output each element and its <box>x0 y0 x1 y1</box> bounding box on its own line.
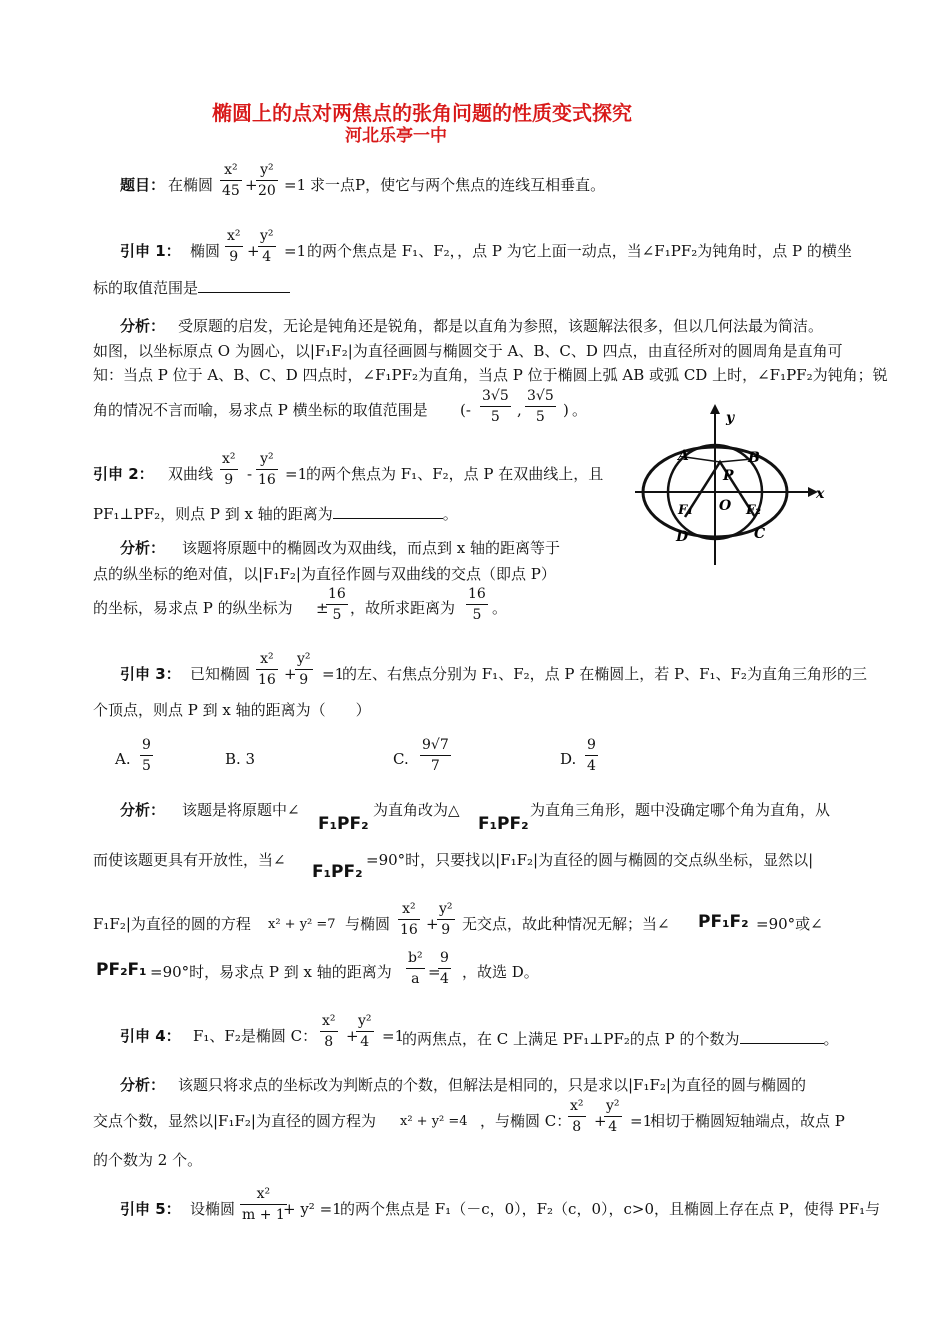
fraction: $\frac{9√7}{7}$ <box>422 737 449 774</box>
plus-minus: ± <box>316 599 329 617</box>
fraction: $\frac{3√5}{5}$ <box>527 388 554 425</box>
plus-sign: + <box>346 1027 359 1045</box>
author: 河北乐亭一中 <box>345 126 447 146</box>
ext4-post: 的两焦点，在 C 上满足 PF₁⊥PF₂的点 P 的个数为 。 <box>402 1030 839 1048</box>
fraction: $\frac{\text{b²}}{a}$ <box>408 950 423 987</box>
fraction: $\frac{9}{5}$ <box>142 737 151 774</box>
fraction: $\frac{\text{y²}}{16}$ <box>258 451 276 488</box>
ana2-line3b: ，故所求距离为 <box>350 599 456 617</box>
ext3-pre: 已知椭圆 <box>190 665 251 683</box>
triangle-f1pf2: F₁PF₂ <box>478 814 529 834</box>
ext1-post: 的两个焦点是 F₁、F₂，，点 P 为它上面一动点，当∠F₁PF₂为钝角时，点 P 的横坐 <box>307 242 852 260</box>
label-p: P <box>723 468 734 484</box>
label-f1: F₁ <box>678 503 693 518</box>
fraction: $\frac{3√5}{5}$ <box>482 388 509 425</box>
ext4-pre: F₁、F₂是椭圆 C： <box>193 1027 318 1045</box>
ext2-line2: PF₁⊥PF₂，则点 P 到 x 轴的距离为 。 <box>93 505 458 523</box>
ana4-label: 分析： <box>120 1076 166 1094</box>
ana3-l3b: 与椭圆 <box>345 915 391 933</box>
ana3-l4a: =90°时，易求点 P 到 x 轴的距离为 <box>150 963 392 981</box>
equals-one: =1 <box>630 1112 653 1130</box>
ext2-post: 的两个焦点为 F₁、F₂，点 P 在双曲线上，且 <box>306 465 604 483</box>
plus-sign: + <box>247 242 260 260</box>
ana2-label: 分析： <box>120 539 166 557</box>
option-c-label: C. <box>393 750 409 768</box>
fraction: $\frac{\text{x²}}{45}$ <box>222 162 240 199</box>
ana4-line3: 的个数为 2 个。 <box>93 1151 203 1169</box>
ana4-line2a: 交点个数，显然以|F₁F₂|为直径的圆方程为 <box>93 1112 376 1130</box>
fraction: $\frac{\text{x²}}{8}$ <box>322 1013 336 1050</box>
ana3-l2a: 而使该题更具有开放性，当∠ <box>93 851 286 869</box>
chord <box>685 457 752 462</box>
minus-sign: - <box>247 465 253 483</box>
ext4-label: 引申 4： <box>120 1027 181 1045</box>
ana3-l2b: =90°时，只要找以|F₁F₂|为直径的圆与椭圆的交点纵坐标，显然以| <box>366 851 814 869</box>
ext1-line2: 标的取值范围是 <box>93 278 290 296</box>
ana3-l3d: =90°或∠ <box>756 915 823 933</box>
fraction: $\frac{\text{x²}}{m + 1}$ <box>242 1186 285 1223</box>
range-open: (- <box>460 401 471 419</box>
ana3-l3a: F₁F₂|为直径的圆的方程 <box>93 915 251 933</box>
period: 。 <box>572 401 588 419</box>
problem-post: 求一点P，使它与两个焦点的连线互相垂直。 <box>310 176 606 194</box>
ana3-l1a: 该题是将原题中∠ <box>182 801 300 819</box>
option-d-label: D. <box>560 750 577 768</box>
label-o: O <box>719 498 732 514</box>
ana3-l4b: ，故选 D。 <box>462 963 539 981</box>
option-b: B. 3 <box>225 750 256 768</box>
range-close: ) <box>563 401 569 419</box>
equals-one: =1 <box>284 176 307 194</box>
ana1-label: 分析： <box>120 317 166 335</box>
equals-sign: = <box>428 963 441 981</box>
ana1-line4: 角的情况不言而喻，易求点 P 横坐标的取值范围是 <box>93 401 428 419</box>
page-title: 椭圆上的点对两焦点的张角问题的性质变式探究 <box>212 101 632 125</box>
label-a: A <box>678 448 689 464</box>
fraction: $\frac{\text{x²}}{9}$ <box>222 451 236 488</box>
ana3-l3c: 无交点，故此种情况无解；当∠ <box>462 915 670 933</box>
fraction: $\frac{16}{5}$ <box>468 586 486 623</box>
ana3-l1b: 为直角改为△ <box>373 801 460 819</box>
ana2-line1: 该题将原题中的椭圆改为双曲线，而点到 x 轴的距离等于 <box>182 539 560 557</box>
fraction: $\frac{\text{x²}}{16}$ <box>400 901 418 938</box>
circle-eq-4: x² + y² =4 <box>400 1114 468 1129</box>
ext5-post: 的两个焦点是 F₁（－c，0），F₂（c，0），c>0，且椭圆上存在点 P，使得 PF₁与 <box>340 1200 881 1218</box>
plus-sign: + <box>426 915 439 933</box>
label-b: B <box>748 450 760 466</box>
ana3-label: 分析： <box>120 801 166 819</box>
problem-label: 题目： <box>120 176 166 194</box>
circle-eq-7: x² + y² =7 <box>268 917 336 932</box>
angle-pf1f2: PF₁F₂ <box>698 912 749 932</box>
angle-f1pf2-2: F₁PF₂ <box>312 862 363 882</box>
label-f2: F₂ <box>746 503 761 518</box>
problem-pre: 在椭圆 <box>168 176 214 194</box>
equals-one: =1 <box>322 665 345 683</box>
ana4-line2c: 相切于椭圆短轴端点，故点 P <box>650 1112 845 1130</box>
fraction: $\frac{\text{y²}}{20}$ <box>258 162 276 199</box>
plus-sign: + <box>284 665 297 683</box>
plus-sign: + <box>245 176 258 194</box>
ext2-pre: 双曲线 <box>168 465 214 483</box>
ext1-label: 引申 1： <box>120 242 181 260</box>
label-c: C <box>754 526 766 542</box>
fraction: $\frac{9}{4}$ <box>440 950 449 987</box>
period: 。 <box>492 599 508 617</box>
ana1-line1: 受原题的启发，无论是钝角还是锐角，都是以直角为参照，该题解法很多，但以几何法最为简洁。 <box>178 317 824 335</box>
equals-one: =1 <box>285 465 308 483</box>
ana2-line2: 点的纵坐标的绝对值，以|F₁F₂|为直径作圆与双曲线的交点（即点 P） <box>93 565 556 583</box>
equals-one: =1 <box>382 1027 405 1045</box>
ellipse-circle-figure <box>630 400 830 570</box>
fraction: $\frac{\text{y²}}{4}$ <box>260 228 274 265</box>
fraction: $\frac{\text{y²}}{4}$ <box>358 1013 372 1050</box>
fraction: $\frac{\text{y²}}{9}$ <box>439 901 453 938</box>
comma: , <box>517 401 522 419</box>
ana4-line1: 该题只将求点的坐标改为判断点的个数，但解法是相同的，只是求以|F₁F₂|为直径的圆与椭圆的 <box>178 1076 806 1094</box>
ana2-line3a: 的坐标，易求点 P 的纵坐标为 <box>93 599 293 617</box>
fraction: $\frac{\text{x²}}{8}$ <box>570 1098 584 1135</box>
ext3-line2: 个顶点，则点 P 到 x 轴的距离为（ ） <box>93 701 371 719</box>
fraction: $\frac{\text{y²}}{4}$ <box>606 1098 620 1135</box>
label-d: D <box>676 529 689 545</box>
angle-pf2f1: PF₂F₁ <box>96 960 147 980</box>
ana3-l1c: 为直角三角形，题中没确定哪个角为直角，从 <box>530 801 831 819</box>
fraction: $\frac{\text{x²}}{16}$ <box>258 651 276 688</box>
fraction: $\frac{16}{5}$ <box>328 586 346 623</box>
label-x: x <box>816 486 825 502</box>
ext5-pre: 设椭圆 <box>190 1200 236 1218</box>
plus-sign: + <box>594 1112 607 1130</box>
equals-one: =1 <box>284 242 307 260</box>
fraction: $\frac{9}{4}$ <box>587 737 596 774</box>
ext3-label: 引申 3： <box>120 665 181 683</box>
label-y: y <box>726 410 735 426</box>
ana1-line3: 知：当点 P 位于 A、B、C、D 四点时，∠F₁PF₂为直角，当点 P 位于椭圆上弧 AB 或弧 CD 上时，∠F₁PF₂为钝角；锐 <box>93 366 888 384</box>
fraction: $\frac{\text{x²}}{9}$ <box>227 228 241 265</box>
option-a-label: A. <box>115 750 131 768</box>
ext2-label: 引申 2： <box>93 465 154 483</box>
ana1-line2: 如图，以坐标原点 O 为圆心，以|F₁F₂|为直径画圆与椭圆交于 A、B、C、D 四点，由直径所对的圆周角是直角可 <box>93 342 843 360</box>
y-arrow-icon <box>710 404 720 414</box>
ext1-pre: 椭圆 <box>190 242 221 260</box>
fraction: $\frac{\text{y²}}{9}$ <box>297 651 311 688</box>
angle-f1pf2: F₁PF₂ <box>318 814 369 834</box>
ext5-label: 引申 5： <box>120 1200 181 1218</box>
y2-equals-one: + y² =1 <box>283 1200 342 1218</box>
ana4-line2b: ，与椭圆 C： <box>480 1112 572 1130</box>
ext3-post: 的左、右焦点分别为 F₁、F₂，点 P 在椭圆上，若 P、F₁、F₂为直角三角形的三 <box>342 665 867 683</box>
